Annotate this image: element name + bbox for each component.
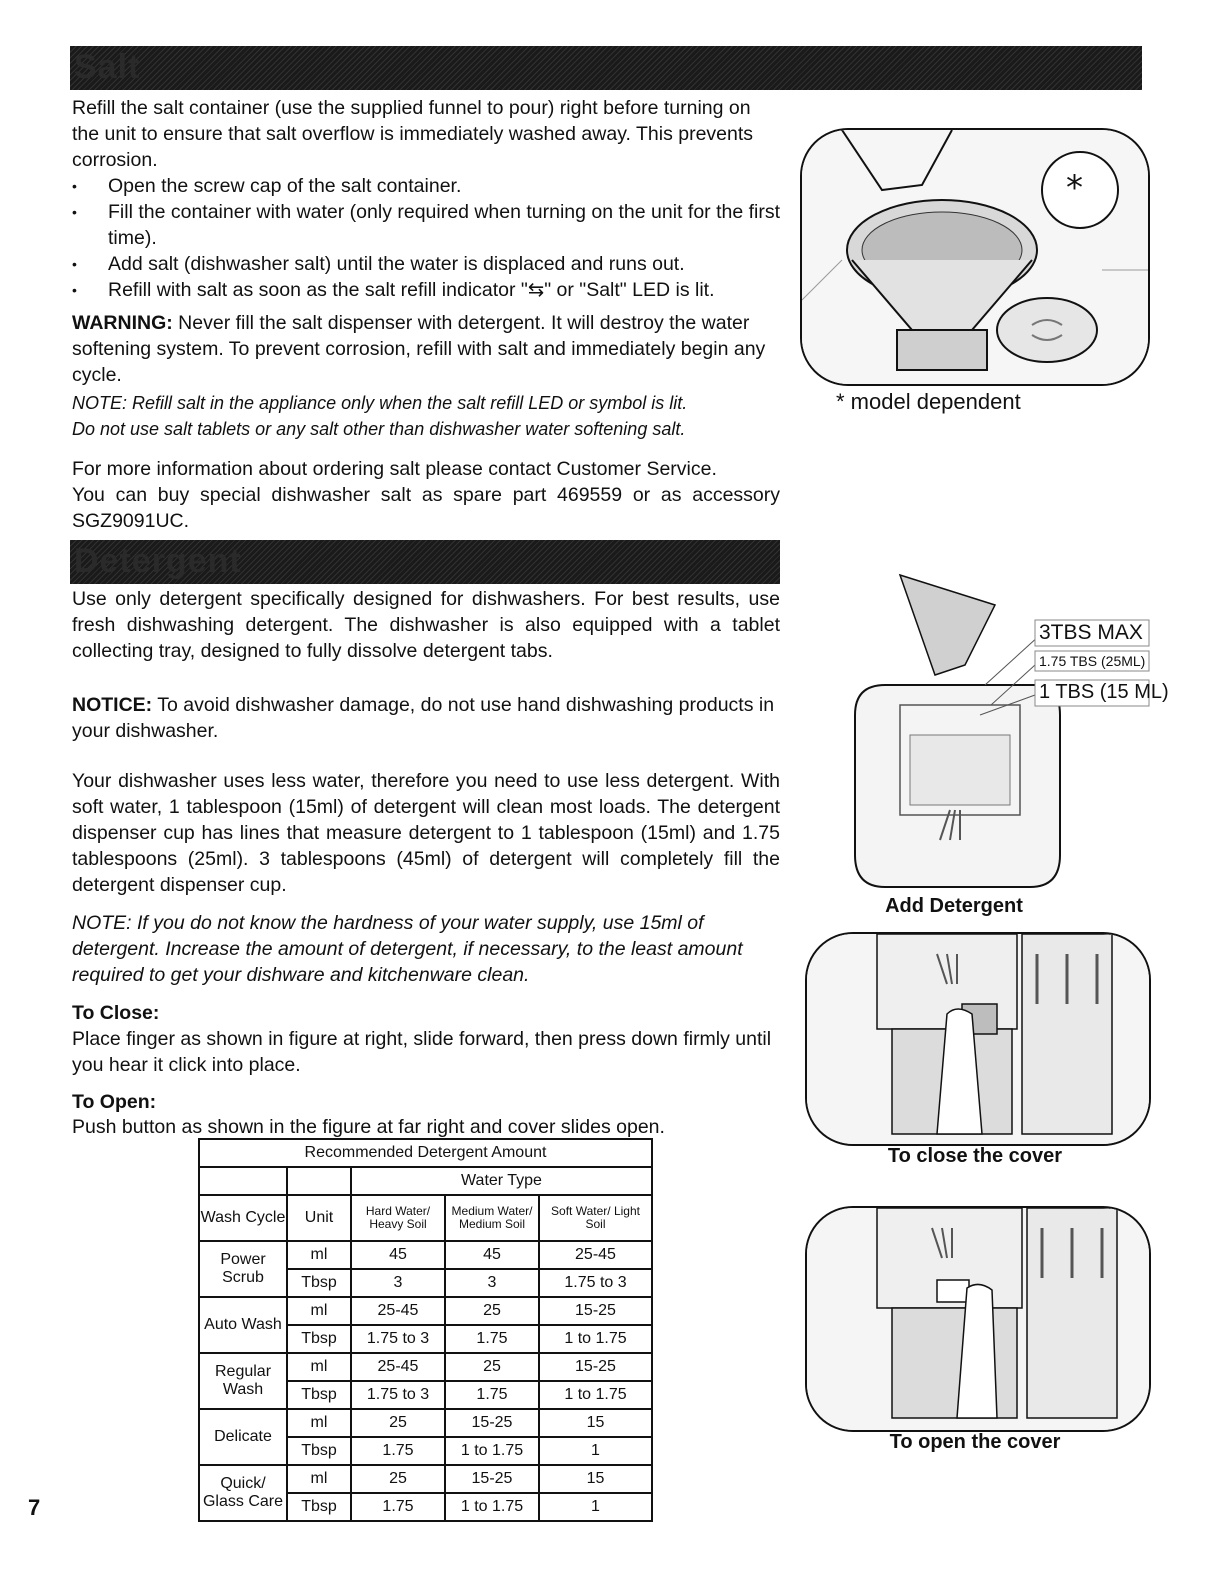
detergent-usage: Your dishwasher uses less water, therefore you need to use less detergent. With soft water, 1 tablespoon (15ml) of detergent will clean most loads. The detergent dispenser cup has lines that measure detergent to 1 tablespoon (15ml) and 1.75 tablespoons (25ml). 3 tablespoons (45ml) of detergent will completely fill the detergent dispenser cup.	[72, 770, 780, 896]
unit-cell: Tbsp	[287, 1437, 351, 1465]
unit-cell: Tbsp	[287, 1493, 351, 1521]
col-hard-header: Hard Water/ Heavy Soil	[351, 1195, 445, 1241]
salt-container-figure	[800, 128, 1150, 386]
table-row	[199, 1297, 652, 1325]
cycle-cell: Delicate	[199, 1409, 287, 1465]
cycle-cell: Regular Wash	[199, 1353, 287, 1409]
notice-label: NOTICE:	[72, 694, 153, 716]
detergent-note: NOTE: If you do not know the hardness of your water supply, use 15ml of detergent. Increase the amount of detergent, if necessary, to the least amount required to get your dishware and kitchenware clean.	[72, 912, 743, 986]
unit-cell: Tbsp	[287, 1381, 351, 1409]
detergent-intro: Use only detergent specifically designed for dishwashers. For best results, use fresh dishwashing detergent. The dishwasher is also equipped with a tablet collecting tray, designed to fully dissolve detergent tabs.	[72, 588, 780, 662]
salt-info-line2: You can buy special dishwasher salt as spare part 469559 or as accessory SGZ9091UC.	[72, 484, 780, 532]
salt-step: • Refill with salt as soon as the salt refill indicator "⇆" or "Salt" LED is lit.	[72, 277, 780, 303]
to-close-text: Place finger as shown in figure at right, slide forward, then press down firmly until you hear it click into place.	[72, 1028, 772, 1076]
value-cell: 1.75	[445, 1325, 539, 1353]
value-cell: 25	[445, 1297, 539, 1325]
salt-heading-bar	[70, 46, 1142, 90]
detergent-amount-table	[198, 1138, 653, 1522]
detergent-heading: Detergent	[74, 542, 242, 580]
measure-label-max: 3TBS MAX	[1039, 621, 1143, 644]
value-cell: 1.75 to 3	[351, 1381, 445, 1409]
warning-text: Never fill the salt dispenser with detergent. It will destroy the water softening system. To prevent corrosion, refill with salt and immediately begin any cycle.	[72, 312, 766, 386]
open-cover-figure	[805, 1206, 1151, 1432]
table-header-row	[199, 1167, 652, 1195]
detergent-notice	[72, 692, 780, 744]
value-cell: 1	[539, 1437, 652, 1465]
salt-step: • Open the screw cap of the salt container.	[72, 173, 780, 199]
add-detergent-caption: Add Detergent	[885, 895, 1023, 917]
value-cell: 25-45	[351, 1353, 445, 1381]
salt-note-line1: NOTE: Refill salt in the appliance only when the salt refill LED or symbol is lit.	[72, 393, 688, 413]
measure-label-min: 1 TBS (15 ML)	[1039, 681, 1169, 703]
salt-intro: Refill the salt container (use the supplied funnel to pour) right before turning on the unit to ensure that salt overflow is immediately washed away. This prevents corrosion.	[72, 97, 754, 171]
col-unit-header: Unit	[287, 1195, 351, 1241]
page-number: 7	[28, 1495, 41, 1520]
cycle-cell: Power Scrub	[199, 1241, 287, 1297]
salt-step: • Add salt (dishwasher salt) until the water is displaced and runs out.	[72, 251, 780, 277]
value-cell: 1.75	[445, 1381, 539, 1409]
unit-cell: Tbsp	[287, 1325, 351, 1353]
unit-cell: ml	[287, 1297, 351, 1325]
table-row	[199, 1353, 652, 1381]
unit-cell: ml	[287, 1465, 351, 1493]
col-cycle-header: Wash Cycle	[199, 1195, 287, 1241]
notice-text: To avoid dishwasher damage, do not use hand dishwashing products in your dishwasher.	[72, 694, 775, 742]
value-cell: 15	[539, 1409, 652, 1437]
value-cell: 25	[351, 1465, 445, 1493]
close-cover-figure	[805, 932, 1151, 1146]
value-cell: 25-45	[351, 1297, 445, 1325]
value-cell: 45	[351, 1241, 445, 1269]
unit-cell: ml	[287, 1409, 351, 1437]
add-detergent-figure	[845, 565, 1169, 895]
value-cell: 25	[351, 1409, 445, 1437]
value-cell: 1 to 1.75	[445, 1493, 539, 1521]
value-cell: 1.75	[351, 1437, 445, 1465]
unit-cell: Tbsp	[287, 1269, 351, 1297]
unit-cell: ml	[287, 1353, 351, 1381]
value-cell: 15-25	[445, 1465, 539, 1493]
col-medium-header: Medium Water/ Medium Soil	[445, 1195, 539, 1241]
close-cover-caption: To close the cover	[887, 1145, 1063, 1167]
value-cell: 25-45	[539, 1241, 652, 1269]
salt-info-line1: For more information about ordering salt please contact Customer Service.	[72, 458, 717, 480]
table-cell	[199, 1167, 287, 1195]
value-cell: 1.75 to 3	[351, 1325, 445, 1353]
unit-cell: ml	[287, 1241, 351, 1269]
table-row	[199, 1241, 652, 1269]
value-cell: 15-25	[539, 1353, 652, 1381]
to-open-text: Push button as shown in the figure at far right and cover slides open.	[72, 1116, 665, 1138]
value-cell: 45	[445, 1241, 539, 1269]
table-title-row	[199, 1139, 652, 1167]
value-cell: 15	[539, 1465, 652, 1493]
cycle-cell: Quick/ Glass Care	[199, 1465, 287, 1521]
open-cover-caption: To open the cover	[889, 1431, 1061, 1453]
salt-warning	[72, 310, 780, 388]
measure-label-mid: 1.75 TBS (25ML)	[1039, 653, 1146, 669]
value-cell: 1.75	[351, 1493, 445, 1521]
value-cell: 1	[539, 1493, 652, 1521]
value-cell: 1 to 1.75	[539, 1381, 652, 1409]
value-cell: 1.75 to 3	[539, 1269, 652, 1297]
value-cell: 3	[445, 1269, 539, 1297]
cycle-cell: Auto Wash	[199, 1297, 287, 1353]
water-type-header: Water Type	[351, 1167, 652, 1195]
salt-step: • Fill the container with water (only required when turning on the unit for the first time).	[72, 199, 780, 251]
model-star-icon: *	[1066, 168, 1083, 208]
salt-heading: Salt	[74, 48, 141, 86]
value-cell: 15-25	[539, 1297, 652, 1325]
table-header-row	[199, 1195, 652, 1241]
table-row	[199, 1409, 652, 1437]
value-cell: 15-25	[445, 1409, 539, 1437]
col-soft-header: Soft Water/ Light Soil	[539, 1195, 652, 1241]
close-cover-illustration	[807, 934, 1149, 1144]
salt-funnel-illustration	[802, 130, 1148, 384]
detergent-heading-bar	[70, 540, 780, 584]
value-cell: 1 to 1.75	[445, 1437, 539, 1465]
value-cell: 3	[351, 1269, 445, 1297]
salt-steps-list	[72, 173, 780, 303]
to-close-heading: To Close:	[72, 1002, 160, 1024]
salt-note-line2: Do not use salt tablets or any salt other than dishwasher water softening salt.	[72, 419, 686, 439]
value-cell: 1 to 1.75	[539, 1325, 652, 1353]
salt-figure-caption: * model dependent	[836, 389, 1021, 414]
table-title: Recommended Detergent Amount	[199, 1139, 652, 1167]
open-cover-illustration	[807, 1208, 1149, 1430]
warning-label: WARNING:	[72, 312, 173, 334]
table-cell	[287, 1167, 351, 1195]
dispenser-illustration	[845, 565, 1155, 895]
to-open-heading: To Open:	[72, 1091, 157, 1113]
table-row	[199, 1465, 652, 1493]
value-cell: 25	[445, 1353, 539, 1381]
